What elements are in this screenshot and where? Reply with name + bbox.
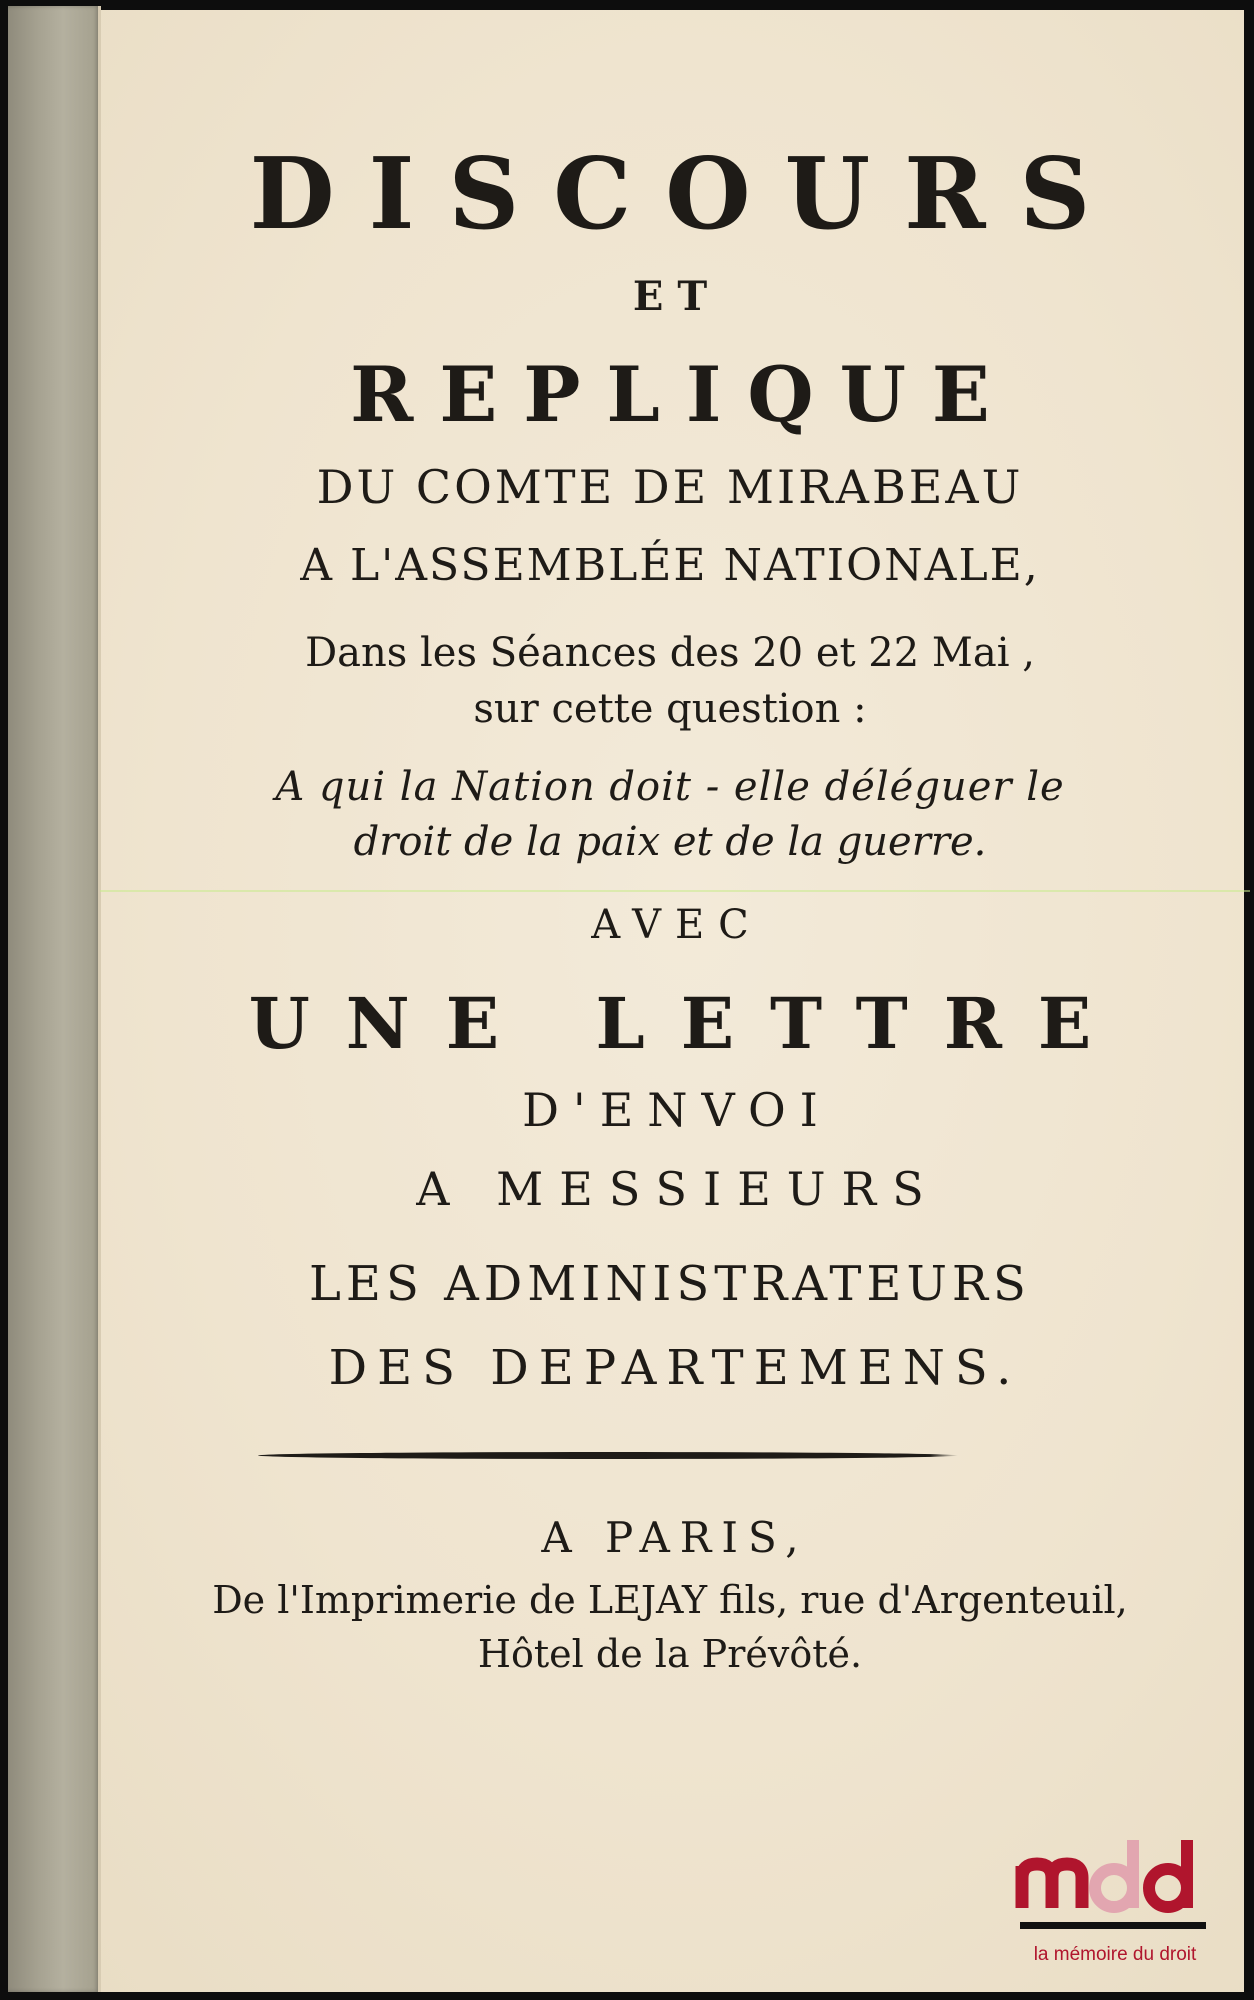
question-intro: sur cette question : xyxy=(473,686,867,732)
imprint-printer: De l'Imprimerie de LEJAY fils, rue d'Argenteuil, xyxy=(212,1578,1128,1622)
mdd-logo xyxy=(1010,1830,1220,1970)
imprint-address: Hôtel de la Prévôté. xyxy=(477,1632,863,1676)
mdd-logo-icon xyxy=(1010,1830,1220,1942)
title-page-content xyxy=(100,0,1240,2000)
author-line: DU COMTE DE MIRABEAU xyxy=(316,460,1024,514)
ornamental-rule xyxy=(258,1452,958,1459)
recipients-line-1: A MESSIEURS xyxy=(416,1162,940,1216)
recipients-line-3: DES DEPARTEMENS. xyxy=(328,1340,1022,1396)
book-spine xyxy=(8,6,100,1992)
question-line-1: A qui la Nation doit - elle déléguer le xyxy=(275,764,1065,810)
title: DISCOURS xyxy=(249,137,1125,252)
subtitle: REPLIQUE xyxy=(350,350,1016,439)
addressee-line: A L'ASSEMBLÉE NATIONALE, xyxy=(300,540,1040,591)
question-line-2: droit de la paix et de la guerre. xyxy=(353,819,987,865)
letter-subtitle: D'ENVOI xyxy=(522,1083,832,1137)
recipients-line-2: LES ADMINISTRATEURS xyxy=(309,1256,1031,1312)
conjunction: ET xyxy=(632,273,722,320)
sessions-line: Dans les Séances des 20 et 22 Mai , xyxy=(305,630,1035,676)
imprint-city: A PARIS, xyxy=(541,1513,809,1562)
logo-caption: la mémoire du droit xyxy=(1033,1944,1197,1965)
letter-title: UNE LETTRE xyxy=(248,982,1128,1065)
avec-line: AVEC xyxy=(591,902,763,948)
